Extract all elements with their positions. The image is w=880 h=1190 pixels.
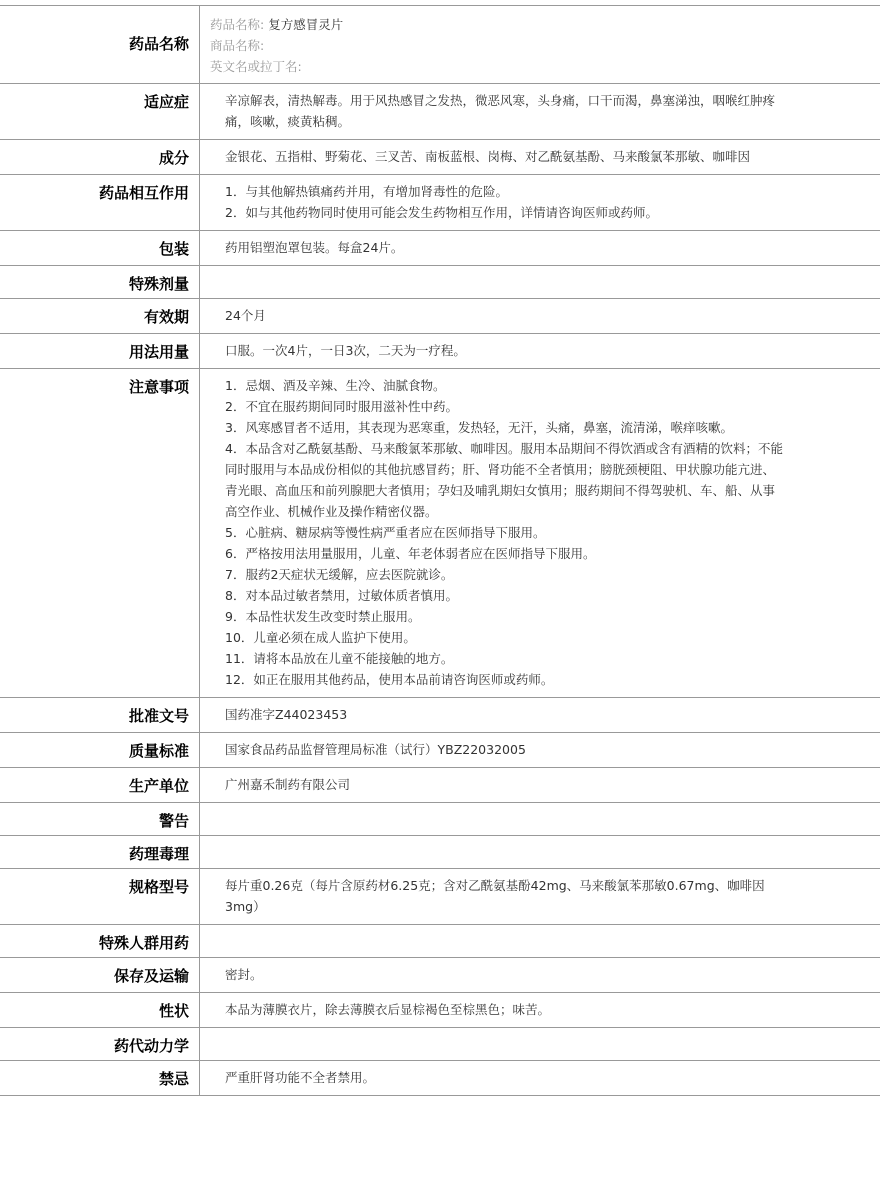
row-contraindications xyxy=(0,1061,880,1096)
row-value: 辛凉解表，清热解毒。用于风热感冒之发热，微恶风寒，头身痛，口干而渴，鼻塞涕浊，咽喉红肿疼痛，咳嗽，痰黄粘稠。 xyxy=(225,93,776,129)
row-ingredients xyxy=(0,140,880,175)
row-label: 注意事项 xyxy=(0,369,200,697)
row-value xyxy=(200,836,880,868)
row-label: 适应症 xyxy=(0,84,200,139)
trade-name-label: 商品名称: xyxy=(210,38,265,53)
row-value: 广州嘉禾制药有限公司 xyxy=(225,777,351,792)
row-value xyxy=(200,175,880,230)
row-label: 特殊人群用药 xyxy=(0,925,200,957)
english-name-label: 英文名或拉丁名: xyxy=(210,59,302,74)
row-label: 保存及运输 xyxy=(0,958,200,992)
row-label: 生产单位 xyxy=(0,768,200,802)
row-label: 特殊剂量 xyxy=(0,266,200,298)
row-pharmacokinetics xyxy=(0,1028,880,1061)
row-value: 金银花、五指柑、野菊花、三叉苦、南板蓝根、岗梅、对乙酰氨基酚、马来酸氯苯那敏、咖啡因 xyxy=(225,149,751,164)
list-item: 3．风寒感冒者不适用，其表现为恶寒重，发热轻，无汗，头痛，鼻塞，流清涕，喉痒咳嗽。 xyxy=(225,420,733,435)
row-label: 规格型号 xyxy=(0,869,200,924)
list-item: 2．如与其他药物同时使用可能会发生药物相互作用，详情请咨询医师或药师。 xyxy=(225,205,658,220)
row-indications xyxy=(0,84,880,140)
row-value: 严重肝肾功能不全者禁用。 xyxy=(225,1070,376,1085)
row-value: 本品为薄膜衣片，除去薄膜衣后显棕褐色至棕黑色；味苦。 xyxy=(225,1002,551,1017)
drug-info-table xyxy=(0,5,880,1096)
list-item: 1．与其他解热镇痛药并用，有增加肾毒性的危险。 xyxy=(225,184,508,199)
row-value: 药用铝塑泡罩包装。每盒24片。 xyxy=(225,240,404,255)
row-usage xyxy=(0,334,880,369)
list-item: 4．本品含对乙酰氨基酚、马来酸氯苯那敏、咖啡因。服用本品期间不得饮酒或含有酒精的饮料；不能同时服用与本品成份相似的其他抗感冒药；肝、肾功能不全者慎用；膀胱颈梗阻、甲状腺功能亢进、青光眼、高血压和前列腺肥大者慎用；孕妇及哺乳期妇女慎用；服药期间不得驾驶机、车、船、从事高空作业、机械作业及操作精密仪器。 xyxy=(225,441,783,519)
list-item: 11．请将本品放在儿童不能接触的地方。 xyxy=(225,651,454,666)
row-label: 有效期 xyxy=(0,299,200,333)
list-item: 7．服药2天症状无缓解，应去医院就诊。 xyxy=(225,567,454,582)
name-block xyxy=(200,6,880,83)
list-item: 6．严格按用法用量服用，儿童、年老体弱者应在医师指导下服用。 xyxy=(225,546,596,561)
row-packaging xyxy=(0,231,880,266)
row-validity xyxy=(0,299,880,334)
list-item: 2．不宜在服药期间同时服用滋补性中药。 xyxy=(225,399,458,414)
row-label: 质量标准 xyxy=(0,733,200,767)
row-warning xyxy=(0,803,880,836)
row-label: 药品相互作用 xyxy=(0,175,200,230)
row-label: 批准文号 xyxy=(0,698,200,732)
row-label: 禁忌 xyxy=(0,1061,200,1095)
row-toxicology xyxy=(0,836,880,869)
row-label: 警告 xyxy=(0,803,200,835)
row-value: 24个月 xyxy=(225,308,266,323)
list-item: 12．如正在服用其他药品，使用本品前请咨询医师或药师。 xyxy=(225,672,554,687)
row-value: 国家食品药品监督管理局标准（试行）YBZ22032005 xyxy=(225,742,526,757)
row-value xyxy=(200,803,880,835)
row-label: 成分 xyxy=(0,140,200,174)
row-label: 药品名称 xyxy=(0,6,200,83)
row-interactions xyxy=(0,175,880,231)
row-label: 性状 xyxy=(0,993,200,1027)
row-value: 密封。 xyxy=(225,967,263,982)
drug-name-label: 药品名称: xyxy=(210,17,265,32)
row-label: 药代动力学 xyxy=(0,1028,200,1060)
row-value xyxy=(200,925,880,957)
row-label: 用法用量 xyxy=(0,334,200,368)
list-item: 10．儿童必须在成人监护下使用。 xyxy=(225,630,416,645)
row-special-groups xyxy=(0,925,880,958)
row-value: 每片重0.26克（每片含原药材6.25克；含对乙酰氨基酚42mg、马来酸氯苯那敏0.67mg、咖啡因3mg） xyxy=(225,878,765,914)
row-precautions xyxy=(0,369,880,698)
row-value: 口服。一次4片，一日3次，二天为一疗程。 xyxy=(225,343,466,358)
row-label: 包装 xyxy=(0,231,200,265)
row-value xyxy=(200,1028,880,1060)
drug-name-value: 复方感冒灵片 xyxy=(268,17,344,32)
row-label: 药理毒理 xyxy=(0,836,200,868)
row-specification xyxy=(0,869,880,925)
row-standard xyxy=(0,733,880,768)
row-approval xyxy=(0,698,880,733)
row-value xyxy=(200,369,880,697)
row-value xyxy=(200,266,880,298)
row-storage xyxy=(0,958,880,993)
row-value: 国药准字Z44023453 xyxy=(225,707,348,722)
list-item: 9．本品性状发生改变时禁止服用。 xyxy=(225,609,421,624)
list-item: 8．对本品过敏者禁用，过敏体质者慎用。 xyxy=(225,588,458,603)
list-item: 1．忌烟、酒及辛辣、生冷、油腻食物。 xyxy=(225,378,446,393)
row-appearance xyxy=(0,993,880,1028)
row-drug-name xyxy=(0,6,880,84)
list-item: 5．心脏病、糖尿病等慢性病严重者应在医师指导下服用。 xyxy=(225,525,546,540)
row-special-dosage xyxy=(0,266,880,299)
row-manufacturer xyxy=(0,768,880,803)
